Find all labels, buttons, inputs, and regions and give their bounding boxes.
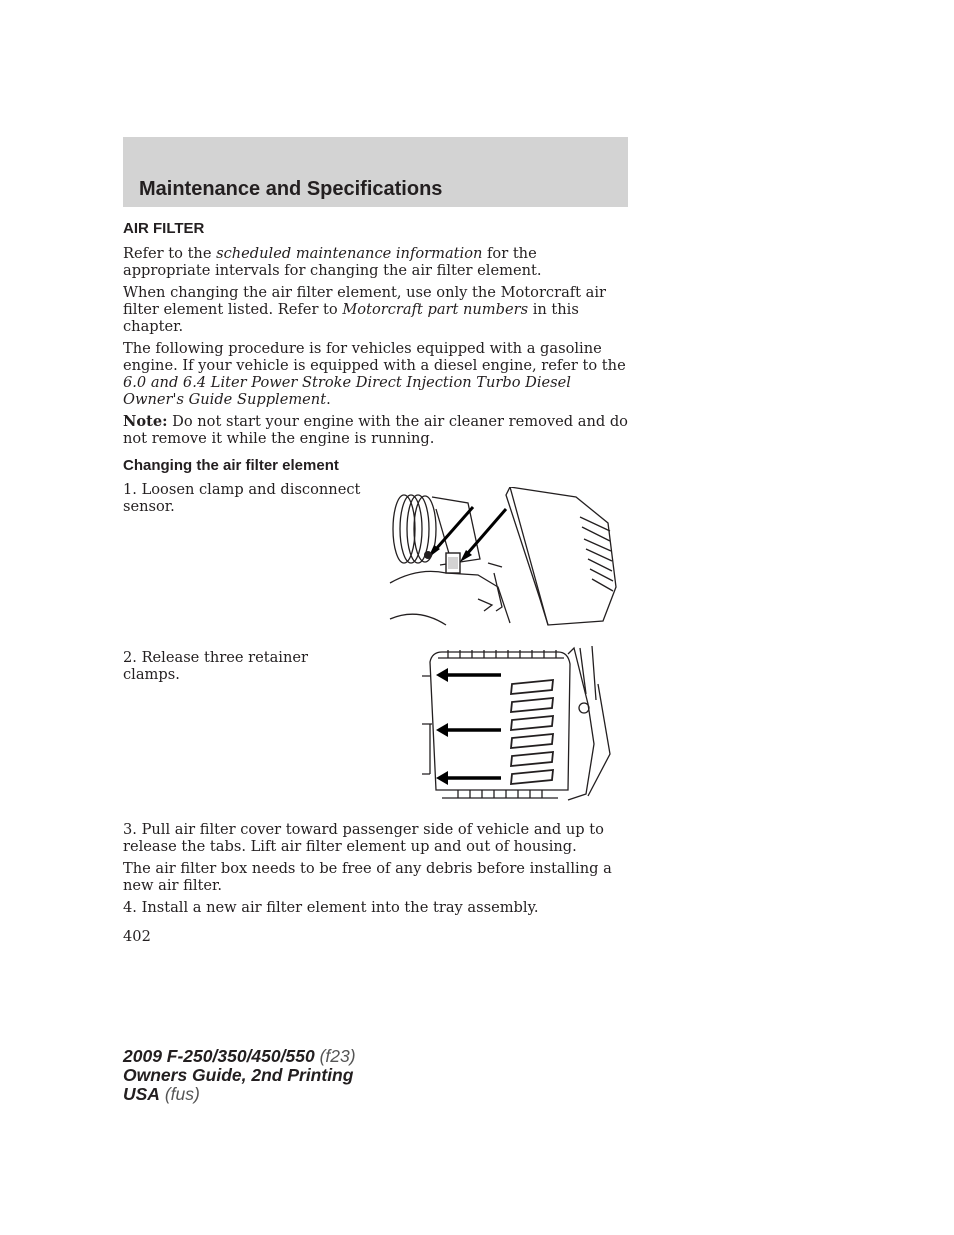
diesel-supplement-reference: 6.0 and 6.4 Liter Power Stroke Direct Injection Turbo Diesel Owner's Guide Supplement [123, 374, 571, 408]
retainer-clamps-illustration [418, 644, 618, 804]
subsection-heading: Changing the air filter element [123, 457, 339, 474]
step-3-text: 3. Pull air filter cover toward passenger side of vehicle and up to release the tabs. Lift air filter element up and out of housing. [123, 821, 604, 855]
footer-line-2: Owners Guide, 2nd Printing [123, 1065, 354, 1085]
page-content [123, 219, 628, 950]
note-paragraph: Note: Do not start your engine with the air cleaner removed and do not remove it while the engine is running. [123, 413, 628, 447]
debris-text: The air filter box needs to be free of any debris before installing a new air filter. [123, 860, 612, 894]
section-heading: AIR FILTER [123, 220, 205, 237]
chapter-title: Maintenance and Specifications [139, 178, 443, 200]
paragraph-scheduled-maintenance: Refer to the scheduled maintenance information for the appropriate intervals for changing the air filter element. [123, 245, 542, 279]
paragraph-motorcraft: When changing the air filter element, use only the Motorcraft air filter element listed. Refer to Motorcraft part numbers in this chapter. [123, 284, 607, 335]
footer-line-3: USA (fus) [123, 1084, 200, 1104]
step-4-text: 4. Install a new air filter element into the tray assembly. [123, 899, 539, 916]
paragraph-diesel: The following procedure is for vehicles equipped with a gasoline engine. If your vehicle is equipped with a diesel engine, refer to the 6.0 and 6.4 Liter Power Stroke Direct Injection Turbo Diesel Owner's Guide Supplement. [123, 340, 626, 408]
chapter-header [123, 137, 628, 207]
scheduled-maintenance-reference: scheduled maintenance information [216, 245, 483, 262]
step-1-text: 1. Loosen clamp and disconnect sensor. [123, 481, 361, 515]
step-2-row [123, 649, 628, 821]
footer-line-1: 2009 F-250/350/450/550 (f23) [123, 1046, 356, 1066]
footer [123, 1047, 356, 1104]
intake-duct-illustration [388, 487, 618, 629]
note-label: Note: [123, 413, 168, 430]
page-number: 402 [123, 928, 151, 945]
motorcraft-reference: Motorcraft part numbers [342, 301, 529, 318]
step-2-text: 2. Release three retainer clamps. [123, 649, 308, 683]
step-1-row [123, 481, 628, 649]
